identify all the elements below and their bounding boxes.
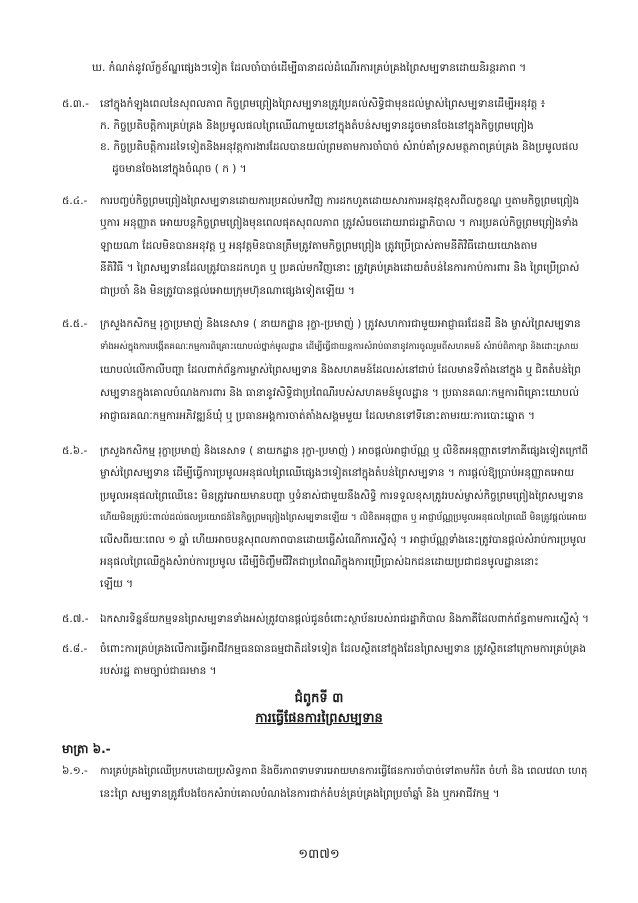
section-5-4-line: ឡាយណា ដែលមិនបានអនុវត្ត ឬ អនុវត្តមិនបានត្រឹមត្រូវតាមកិច្ចព្រមព្រៀង ត្រូវប្រើប្រាស់តាមនីតិវិធីដោយយោងតាម — [100, 240, 538, 252]
section-5-3-number: ៥.៣.- — [62, 98, 89, 110]
article-heading: មាត្រា ៦.- — [62, 742, 111, 756]
section-5-8-line: ចំពោះការគ្រប់គ្រងលើការធ្វើអាជីវកម្មធនធានធម្មជាតិដទៃទៀត ដែលស្ថិតនៅក្នុងដែនព្រៃសម្បទាន ត្រូវស្ថិតនៅក្រោមការគ្រប់គ្រង — [100, 643, 586, 655]
section-5-5-line: សម្បទានក្នុងគោលបំណងការពារ និង ធានានូវសិទ្ធិជាប្រពៃណីរបស់សហគមន៍មូលដ្ឋាន ។ ប្រធានគណៈកម្មការពិគ្រោះយោបល់ — [100, 387, 579, 399]
section-5-6-line: ឡើយ ។ — [100, 578, 134, 590]
section-6-1-line: ការគ្រប់គ្រងព្រៃឈើប្រកបដោយប្រសិទ្ធភាព និងចីរភាពទាមទារអោយមានការធ្វើផែនការចាំបាច់ទៅតាមកំរិត ចំហាំ និង ពេលវេលា ហេតុ — [100, 766, 588, 777]
section-5-4-line: នីតិវិធី ។ ព្រៃសម្បទានដែលត្រូវបានដកហូត ឬ ប្រគល់មកវិញនោះ ត្រូវគ្រប់គ្រងដោយតំបន់នៃការកាប់ការពារ និង ព្រៃប្រើប្រាស់ — [100, 262, 580, 274]
section-5-6-line: ហើយមិនត្រូវប៉ះពាល់ដល់ផលប្រយោជន៍នៃកិច្ចព្រមព្រៀងព្រៃសម្បទានឡើយ ។ លិខិតអនុញ្ញាត ឬ អាជ្ញាប័ណ្ណប្រមូលអនុផលព្រៃឈើ មិនត្រូវផ្តល់អោយ — [100, 513, 587, 523]
section-6-1-line: នេះព្រៃ សម្បទានត្រូវបែងចែកសំរាប់គោលបំណងនៃការជាក់តំបន់គ្រប់គ្រងព្រៃប្រចាំឆ្នាំ និង ឬកអាជីវកម្ម ។ — [100, 788, 500, 800]
section-5-8-line: របស់រដ្ឋ តាមច្បាប់ជាធរមាន ។ — [100, 665, 217, 677]
section-5-5-line: ក្រសួងកសិកម្ម រុក្ខាប្រមាញ់ និងនេសាទ ( នាយកដ្ឋាន រុក្ខា-ប្រមាញ់ ) ត្រូវសហការជាមួយអាជ្ញាធរដែនដី និង ម្ចាស់ព្រៃសម្បទាន — [100, 318, 581, 330]
section-5-3-line: ដូចមានចែងនៅក្នុងចំណុច ( ក ) ។ — [112, 163, 247, 175]
section-5-3-line: នៅក្នុងកំឡុងពេលនៃសុពលភាព កិច្ចព្រមព្រៀងព្រៃសម្បទានត្រូវប្រគល់សិទ្ធិជាមុនដល់ម្ចាស់ព្រៃសម្បទានដើម្បីអនុវត្ត ៖ — [100, 98, 546, 110]
section-5-5-line: ទាំងអស់ក្នុងការបង្កើតគណៈកម្មការពិគ្រោះយោបល់ថ្នាក់មូលដ្ឋាន ដើម្បីធ្វើជាយន្តការសំរាប់ធានានូវការចូលរួមពីសហគមន៍ សំរាប់ពិភាក្សា និងដោះស្រាយ — [100, 342, 579, 352]
section-5-6-line: លើសពីរយៈពេល ១ ឆ្នាំ ហើយអាចបន្តសុពលភាពបានដោយធ្វើសំណើការស្នើសុំ ។ អាជ្ញាប័ណ្ណទាំងនេះត្រូវបានផ្តល់សំរាប់ការប្រមូល — [100, 534, 586, 546]
section-5-6-number: ៥.៦.- — [62, 445, 88, 457]
page-number: ១៣៧១ — [298, 847, 340, 862]
section-5-4-line: ឬការ អនុញ្ញាត អោយបន្តកិច្ចព្រមព្រៀងមុនពេលផុតសុពលភាព ត្រូវសំរេចដោយរាជរដ្ឋាភិបាល ។ ការប្រគល់កិច្ចព្រមព្រៀងទាំង — [100, 217, 579, 229]
section-5-6-line: ប្រមូលអនុផលព្រៃឈើនេះ មិនត្រូវអោយមានបញ្ហា ឬទំនាស់ជាមួយនឹងសិទ្ធិ ការទទួលខុសត្រូវរបស់ម្ចាស់កិច្ចព្រមព្រៀងព្រៃសម្បទាន — [100, 490, 584, 502]
section-5-6-line: អនុផលព្រៃឈើក្នុងសំរាប់ការប្រមូល ដើម្បីចិញ្ចឹមជីវិតជាប្រពៃណីក្នុងការប្រើប្រាស់ឯកជនដោយប្រជាជនមូលដ្ឋាននោះ — [100, 556, 539, 568]
section-5-4-line: ជាប្រចាំ និង មិនត្រូវបានផ្តល់អោយក្រុមហ៊ុនណាផ្សេងទៀតឡើយ ។ — [100, 285, 355, 297]
section-5-8-number: ៥.៨.- — [62, 643, 88, 655]
chapter-title: ជំពូកទី ៣ — [294, 691, 344, 706]
section-5-6-line: ក្រសួងកសិកម្ម រុក្ខាប្រមាញ់ និងនេសាទ ( នាយកដ្ឋាន រុក្ខា-ប្រមាញ់ ) អាចផ្តល់អាជ្ញាប័ណ្ណ ឬ លិខិតអនុញ្ញាតទៅភាគីផ្សេងទៀតក្រៅពី — [100, 445, 589, 457]
section-5-5-line: យោបល់លើកាលីបញ្ហា ដែលពាក់ព័ន្ធការម្ចាស់ព្រៃសម្បទាន និងសហគមន៍ដែលរស់នៅជាប់ ដែលមានទីតាំងនៅក្នុង ឬ ជិតតំបន់ព្រៃ — [100, 364, 581, 376]
item-d-text: ឃ. កំណត់នូវល័ក្ខខ័ណ្ឌផ្សេងៗទៀត ដែលចាំបាច់ដើម្បីធានាដល់ដំណើរការគ្រប់គ្រងព្រៃសម្បទានដោយនិរន្តរភាព ។ — [92, 62, 527, 74]
section-5-3-line: ខ. កិច្ចប្រតិបត្តិការដទៃទៀតនិងអនុវត្តការងារដែលបានយល់ព្រមតាមការចាំបាច់ សំរាប់គាំទ្រសមត្ថភាពគ្រប់គ្រង និងប្រមូលផល — [100, 141, 579, 153]
section-6-1-number: ៦.១.- — [62, 765, 88, 777]
section-5-5-number: ៥.៥.- — [62, 318, 88, 330]
section-5-3-line: ក. កិច្ចប្រតិបត្តិការគ្រប់គ្រង និងប្រមូលផលព្រៃឈើណាមួយនៅក្នុងតំបន់សម្បទានដូចមានចែងនៅក្នុងកិច្ចព្រមព្រៀង — [100, 120, 534, 132]
chapter-subtitle — [0, 710, 638, 729]
chapter-subtitle-text: ការធ្វើផែនការព្រៃសម្បទាន — [255, 711, 383, 726]
section-5-6-line: ម្ចាស់ព្រៃសម្បទាន ដើម្បីធ្វើការប្រមូលអនុផលព្រៃឈើផ្សេងៗទៀតនៅក្នុងតំបន់ព្រៃសម្បទាន ។ ការផ្តល់ឱ្យប្រាប់អនុញ្ញាតអោយ — [100, 467, 575, 479]
section-5-7-line: ឯកសារទិន្នន័យកម្មទនព្រៃសម្បទានទាំងអស់ត្រូវបានផ្តល់ជូនចំពោះស្ថាប័នរបស់រាជរដ្ឋាភិបាល និងភាគីដែលពាក់ព័ន្ធតាមការស្នើសុំ ។ — [100, 613, 589, 625]
section-5-7-number: ៥.៧.- — [62, 613, 89, 625]
section-5-4-number: ៥.៤.- — [62, 195, 88, 207]
section-5-4-line: ការបញ្ចប់កិច្ចព្រមព្រៀងព្រៃសម្បទានដោយការប្រគល់មកវិញ ការដកហូតដោយសារការអនុវត្តខុសពីលក្ខខណ្ឌ ឬតាមកិច្ចព្រមព្រៀង — [100, 195, 580, 207]
section-5-5-line: អាជ្ញាធរគណៈកម្មការអភិវឌ្ឍន៍ឃុំ ឬ ប្រធានអង្គការចាត់តាំងសង្គមមួយ ដែលមានទៅទីនោះតាមរយៈការបោះឆ្នោត ។ — [100, 410, 535, 422]
